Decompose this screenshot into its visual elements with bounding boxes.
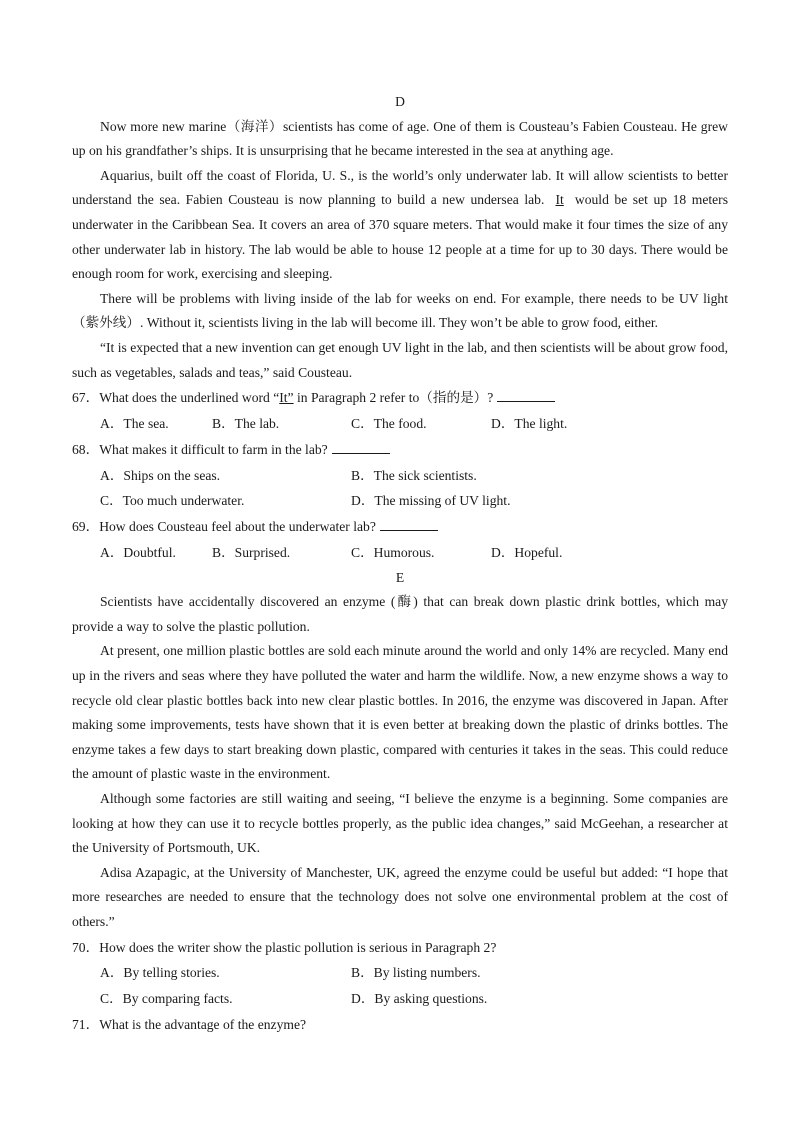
document-page xyxy=(72,90,728,1038)
question-69-options xyxy=(72,540,728,566)
question-text-start: What does the underlined word “ xyxy=(99,390,280,406)
option-a: A．Ships on the seas. xyxy=(100,467,221,483)
section-e-paragraph-2: At present, one million plastic bottles are sold each minute around the world and only 14% are recycled. Many end up in the rivers and seas where they have polluted the water and harm the wildlife. Now, a new enzyme shows a way to recycle old clear plastic bottles back into new clear plastic bottles. In 2016, the enzyme was discovered in Japan. After making some improvements, tests have shown that it is even better at breaking down the plastic of drinks bottles. The enzyme takes a few days to start breaking down plastic, compared with centuries it takes in the seas. This could reduce the amount of plastic waste in the environment. xyxy=(72,643,728,782)
question-text-end: in Paragraph 2 refer to（指的是）? xyxy=(293,390,494,406)
option-d: D．The light. xyxy=(491,415,568,431)
question-number: 71． xyxy=(72,1017,100,1032)
underlined-word-it: It xyxy=(555,192,564,208)
section-e-paragraph-4: Adisa Azapagic, at the University of Manchester, UK, agreed the enzyme could be useful but added: “I hope that more researches are needed to ensure that the technology does not solve one environmental problem at the cost of others.” xyxy=(72,864,728,930)
answer-blank xyxy=(380,516,438,531)
option-c: C．Humorous. xyxy=(351,544,435,560)
question-text: How does Cousteau feel about the underwater lab? xyxy=(99,519,376,535)
option-c: C．Too much underwater. xyxy=(100,493,245,509)
section-d-heading: D xyxy=(395,94,405,109)
option-d: D．By asking questions. xyxy=(351,991,488,1007)
paragraph-2-text-start: Aquarius, built off the coast of Florida, U. S., is the world’s only underwater lab. It will allow scientists to better understand the sea. Fabien Cousteau is now planning to build a new undersea lab. xyxy=(72,167,728,208)
section-d-paragraph-2 xyxy=(72,164,728,287)
answer-blank xyxy=(332,439,390,454)
option-d: D．Hopeful. xyxy=(491,544,563,560)
question-67 xyxy=(72,385,728,411)
section-d-paragraph-3: There will be problems with living inside of the lab for weeks on end. For example, there needs to be UV light（紫外线）. Without it, scientists living in the lab will become ill. They won’t be able to grow food, either. xyxy=(72,290,728,331)
question-70 xyxy=(72,935,728,961)
question-text: How does the writer show the plastic pollution is serious in Paragraph 2? xyxy=(99,939,497,955)
question-68-options-row-2 xyxy=(72,488,728,514)
question-number: 67． xyxy=(72,390,100,406)
section-d-paragraph-4: “It is expected that a new invention can get enough UV light in the lab, and then scientists will be about grow food, such as vegetables, salads and teas,” said Cousteau. xyxy=(72,339,728,380)
question-67-options xyxy=(72,411,728,437)
answer-blank xyxy=(497,387,555,402)
option-a: A．By telling stories. xyxy=(100,965,220,981)
question-text: What makes it difficult to farm in the lab? xyxy=(99,441,328,457)
underlined-it-quote: It” xyxy=(279,390,294,406)
option-b: B．The sick scientists. xyxy=(351,467,477,483)
question-number: 69． xyxy=(72,519,100,535)
question-number: 70． xyxy=(72,939,100,955)
option-b: B．By listing numbers. xyxy=(351,965,481,981)
paragraph-2-text-end: would be set up 18 meters underwater in the Caribbean Sea. It covers an area of 370 square meters. That would make it four times the size of any other underwater lab in history. The lab would be able to house 12 people at a time for up to 30 days. There would be enough room for work, exercising and sleeping. xyxy=(72,192,728,282)
option-c: C．The food. xyxy=(351,415,427,431)
option-a: A．Doubtful. xyxy=(100,544,176,560)
question-70-options-row-1 xyxy=(72,960,728,986)
question-number: 68． xyxy=(72,441,100,457)
section-d-paragraph-1: Now more new marine（海洋）scientists has come of age. One of them is Cousteau’s Fabien Cousteau. He grew up on his grandfather’s ships. It is unsurprising that he became interested in the sea at anything age. xyxy=(72,118,728,159)
option-b: B．The lab. xyxy=(212,415,280,431)
option-c: C．By comparing facts. xyxy=(100,991,233,1007)
section-e-paragraph-1: Scientists have accidentally discovered an enzyme (酶) that can break down plastic drink bottles, which may provide a way to solve the plastic pollution. xyxy=(72,594,728,634)
question-68 xyxy=(72,437,728,463)
option-a: A．The sea. xyxy=(100,415,169,431)
question-69 xyxy=(72,514,728,540)
option-d: D．The missing of UV light. xyxy=(351,493,511,509)
option-b: B．Surprised. xyxy=(212,544,291,560)
question-70-options-row-2 xyxy=(72,986,728,1012)
section-e-paragraph-3: Although some factories are still waiting and seeing, “I believe the enzyme is a beginning. Some companies are looking at how they can use it to recycle bottles properly, as the public idea changes,” said McGeehan, a researcher at the University of Portsmouth, UK. xyxy=(72,791,728,856)
question-text: What is the advantage of the enzyme? xyxy=(99,1017,307,1032)
question-68-options-row-1 xyxy=(72,463,728,489)
question-71 xyxy=(72,1012,728,1038)
section-e-heading: E xyxy=(395,569,405,585)
